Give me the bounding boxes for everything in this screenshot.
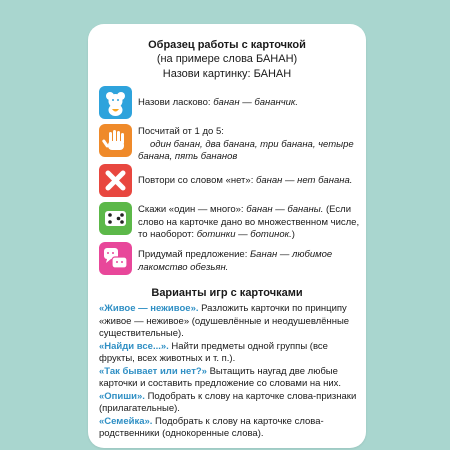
hand-icon — [99, 124, 132, 157]
cross-icon — [99, 164, 132, 197]
games-title: Варианты игр с карточками — [151, 287, 303, 299]
game-item: «Опиши». Подобрать к слову на карточке слова-признаки (прилагательные). — [99, 390, 357, 414]
card-subtitle: (на примере слова БАНАН) — [156, 53, 298, 65]
game-item: «Найди все...». Найти предметы одной группы (все фрукты, всех животных и т. п.). — [99, 340, 328, 364]
step-text: Придумай предложение: Банан — любимое лакомство обезьян. — [138, 249, 333, 273]
step-text: Скажи «один — много»: банан — бананы. (Если слово на карточке дано во множественном числе, то наоборот: ботинки — ботинок.) — [138, 204, 360, 240]
game-item: «Так бывает или нет?» Вытащить наугад две любые карточки и составить предложение со словами на них. — [99, 365, 342, 389]
card-title: Образец работы с карточкой — [148, 39, 306, 51]
name-prompt: Назови картинку: БАНАН — [162, 68, 292, 80]
games-list — [99, 303, 361, 441]
dice-icon — [99, 202, 132, 235]
chat-bubbles-icon — [99, 242, 132, 275]
teddy-bear-icon — [99, 86, 132, 119]
step-text: Повтори со словом «нет»: банан — нет банана. — [138, 175, 353, 186]
game-item: «Живое — неживое». Разложить карточки по принципу «живое — неживое» (одушевлённые и неодушевлённые существительные). — [99, 303, 350, 339]
game-item: «Семейка». Подобрать к слову на карточке слова-родственники (однокоренные слова). — [99, 415, 324, 439]
instruction-card — [88, 24, 366, 448]
step-text: Назови ласково: банан — бананчик. — [138, 97, 299, 108]
step-text: Посчитай от 1 до 5: один банан, два банана, три банана, четыре банана, пять бананов — [138, 126, 354, 162]
